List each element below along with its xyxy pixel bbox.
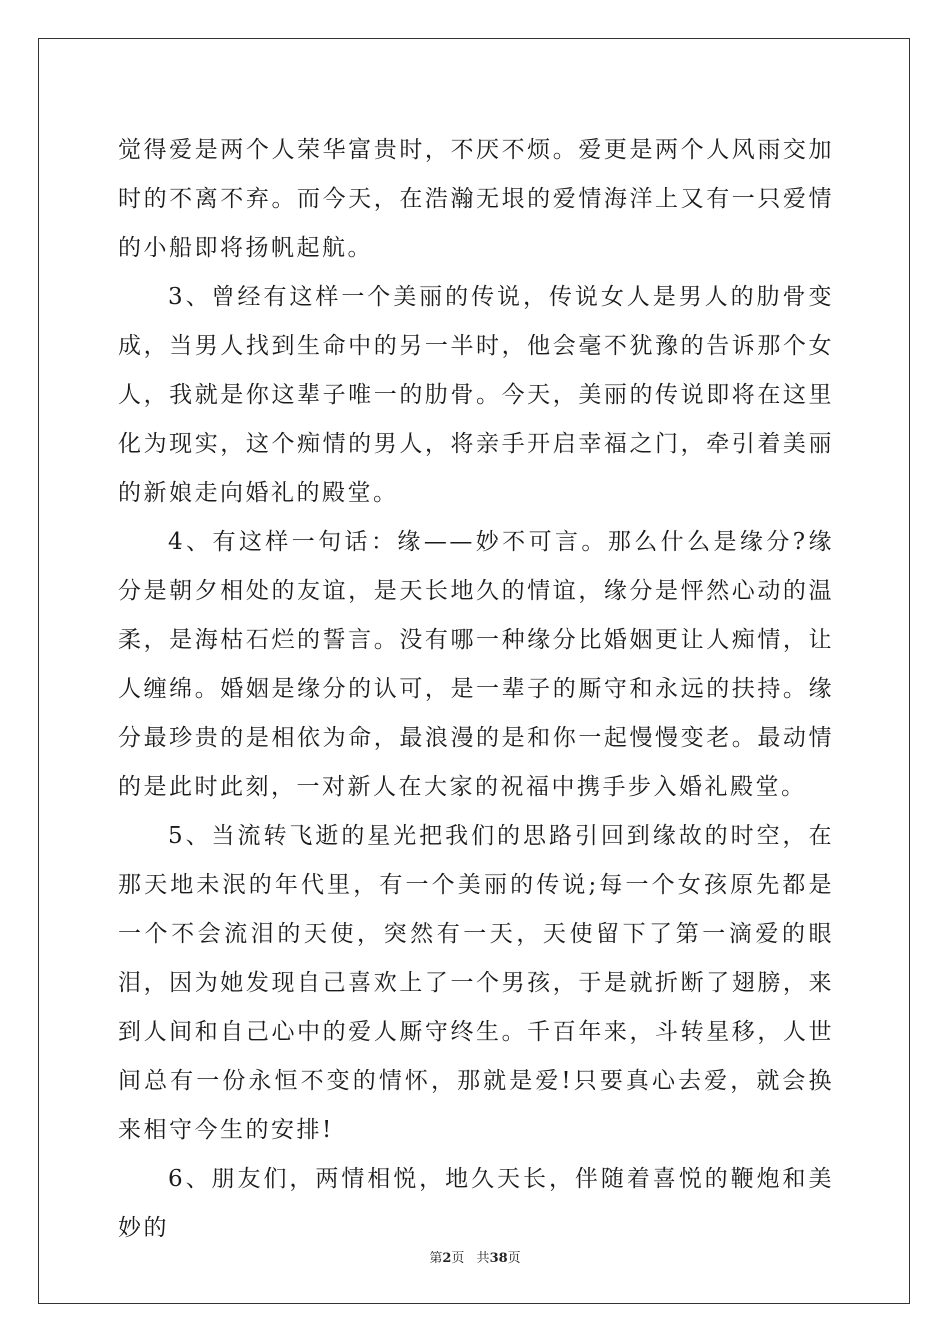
page-number: 2 xyxy=(442,1251,452,1266)
paragraph-4: 4、有这样一句话：缘——妙不可言。那么什么是缘分?缘分是朝夕相处的友谊，是天长地久的情谊，缘分是怦然心动的温柔，是海枯石烂的誓言。没有哪一种缘分比婚姻更让人痴情，让人缠绵。婚姻是缘分的认可，是一辈子的厮守和永远的扶持。缘分最珍贵的是相依为命，最浪漫的是和你一起慢慢变老。最动情的是此时此刻，一对新人在大家的祝福中携手步入婚礼殿堂。 xyxy=(118,529,834,800)
page-footer xyxy=(0,1247,950,1266)
page-indicator xyxy=(429,1251,464,1266)
total-pages: 38 xyxy=(489,1251,508,1266)
page-suffix: 页 xyxy=(451,1251,465,1266)
document-body xyxy=(118,126,834,1253)
paragraph-3: 3、曾经有这样一个美丽的传说，传说女人是男人的肋骨变成，当男人找到生命中的另一半时，他会毫不犹豫的告诉那个女人，我就是你这辈子唯一的肋骨。今天，美丽的传说即将在这里化为现实，这个痴情的男人，将亲手开启幸福之门，牵引着美丽的新娘走向婚礼的殿堂。 xyxy=(118,284,834,506)
paragraph-5: 5、当流转飞逝的星光把我们的思路引回到缘故的时空，在那天地未泯的年代里，有一个美丽的传说;每一个女孩原先都是一个不会流泪的天使，突然有一天，天使留下了第一滴爱的眼泪，因为她发现自己喜欢上了一个男孩，于是就折断了翅膀，来到人间和自己心中的爱人厮守终生。千百年来，斗转星移，人世间总有一份永恒不变的情怀，那就是爱!只要真心去爱，就会换来相守今生的安排! xyxy=(118,823,834,1143)
paragraph-6: 6、朋友们，两情相悦，地久天长，伴随着喜悦的鞭炮和美妙的 xyxy=(118,1166,834,1241)
paragraph-continuation: 觉得爱是两个人荣华富贵时，不厌不烦。爱更是两个人风雨交加时的不离不弃。而今天，在浩瀚无垠的爱情海洋上又有一只爱情的小船即将扬帆起航。 xyxy=(118,137,834,261)
total-pages-indicator xyxy=(477,1251,521,1266)
total-prefix: 共 xyxy=(476,1251,490,1266)
page-prefix: 第 xyxy=(429,1251,443,1266)
total-suffix: 页 xyxy=(507,1251,521,1266)
